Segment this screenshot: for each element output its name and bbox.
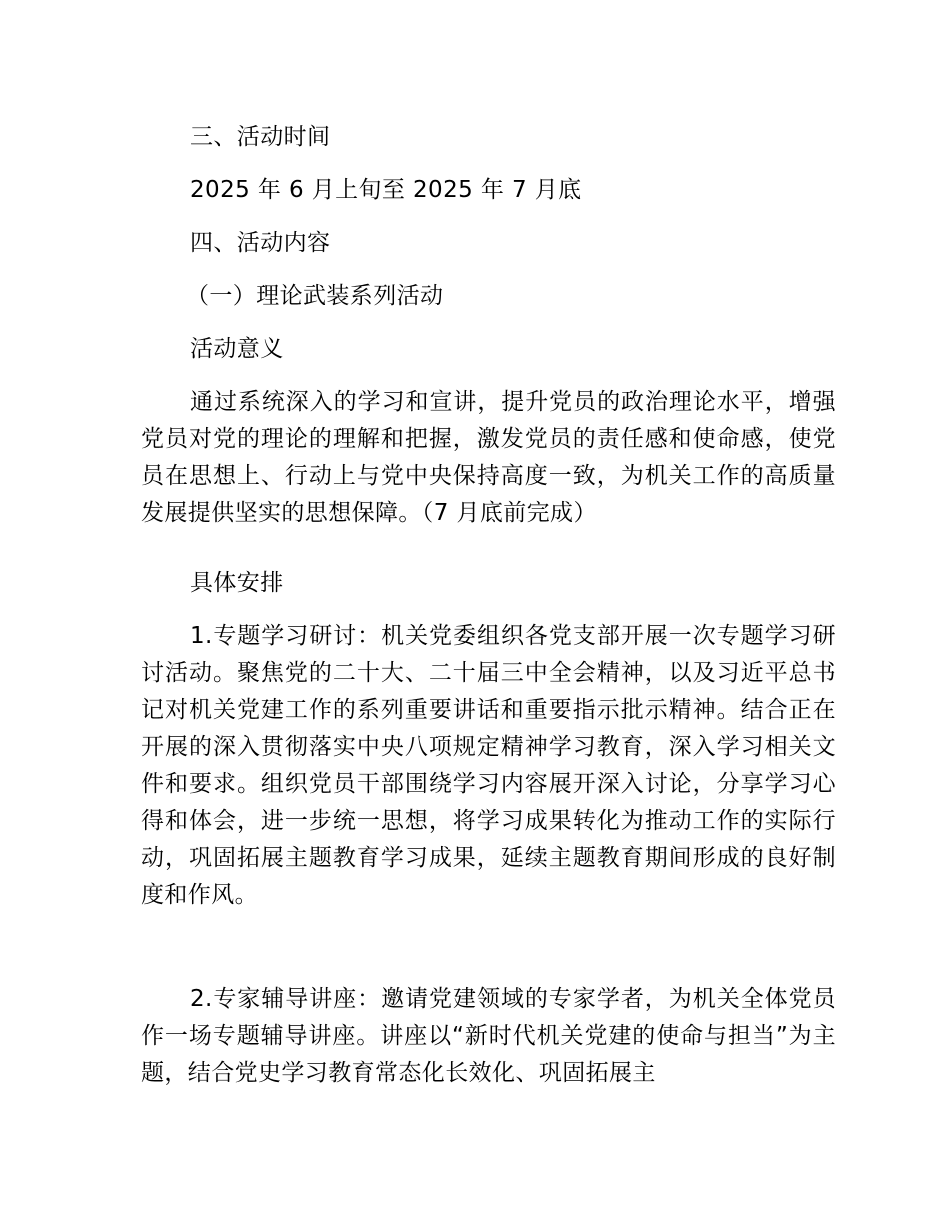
section3-heading: 三、活动时间 xyxy=(190,124,331,150)
item2-paragraph: 2.专家辅导讲座：邀请党建领域的专家学者，为机关全体党员作一场专题辅导讲座。讲座以“新时代机关党建的使命与担当”为主题，结合党史学习教育常态化长效化、巩固拓展主 xyxy=(141,986,836,1086)
meaning-paragraph: 通过系统深入的学习和宣讲，提升党员的政治理论水平，增强党员对党的理论的理解和把握，激发党员的责任感和使命感，使党员在思想上、行动上与党中央保持高度一致，为机关工作的高质量发展提供坚实的思想保障。（7 月底前完成） xyxy=(141,389,836,526)
subsection1-heading: （一）理论武装系列活动 xyxy=(186,283,444,309)
activity-time-text: 2025 年 6 月上旬至 2025 年 7 月底 xyxy=(190,177,582,203)
section4-heading: 四、活动内容 xyxy=(190,230,331,256)
item1-paragraph: 1.专题学习研讨：机关党委组织各党支部开展一次专题学习研讨活动。聚焦党的二十大、二十届三中全会精神，以及习近平总书记对机关党建工作的系列重要讲话和重要指示批示精神。结合正在开展的深入贯彻落实中央八项规定精神学习教育，深入学习相关文件和要求。组织党员干部围绕学习内容展开深入讨论，分享学习心得和体会，进一步统一思想，将学习成果转化为推动工作的实际行动，巩固拓展主题教育学习成果，延续主题教育期间形成的良好制度和作风。 xyxy=(141,623,836,908)
meaning-heading: 活动意义 xyxy=(190,336,284,362)
arrangement-heading: 具体安排 xyxy=(190,570,284,596)
